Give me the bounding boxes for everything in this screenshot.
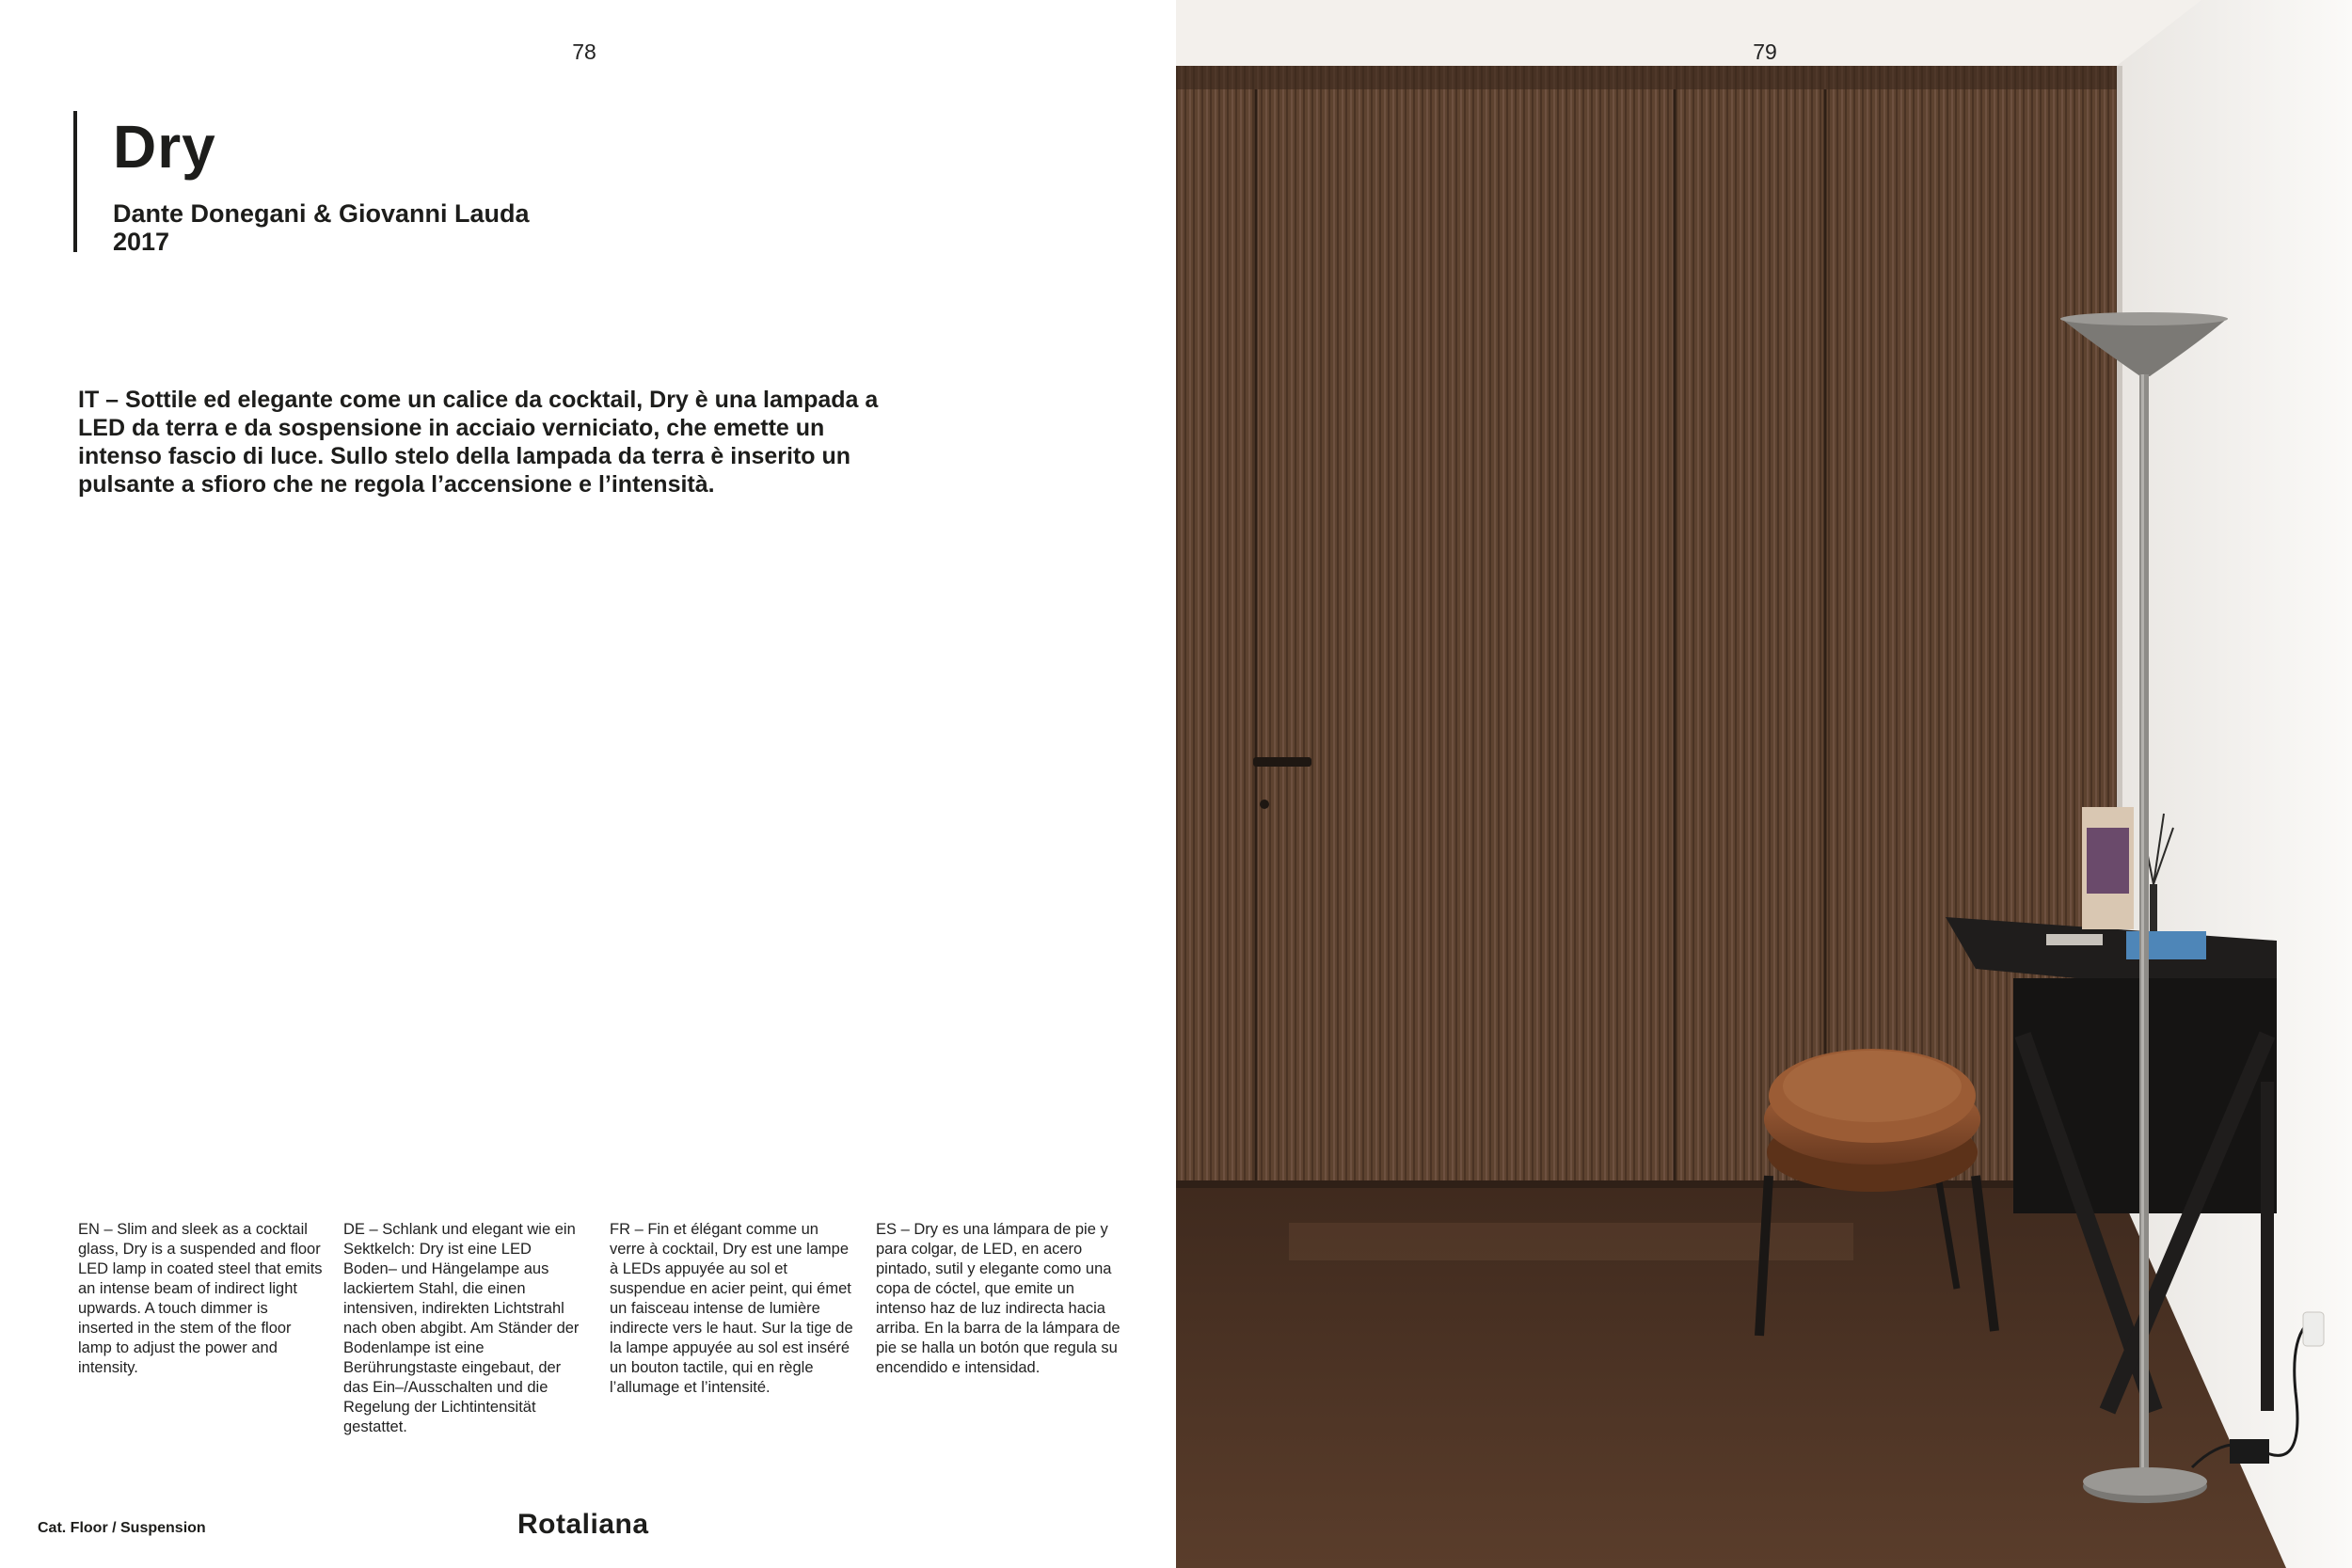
door-handle: [1253, 757, 1311, 767]
right-page-number: 79: [1753, 40, 1777, 64]
notebook: [2046, 934, 2103, 945]
brand-logo: Rotaliana: [517, 1509, 649, 1540]
wall-socket: [2303, 1312, 2324, 1346]
description-es: ES – Dry es una lámpara de pie y para colgar, de LED, en acero pintado, sutil y elegante como una copa de cóctel, que emite un intenso haz de luz indirecta hacia arriba. En la barra de la lámpara de pie se halla un botón que regula su encendido e intensidad.: [876, 1221, 1120, 1376]
power-adapter: [2230, 1439, 2269, 1464]
product-year: 2017: [113, 228, 170, 256]
footer-category: Cat. Floor / Suspension: [38, 1520, 206, 1536]
left-page-number: 78: [572, 40, 596, 64]
description-de: DE – Schlank und elegant wie ein Sektkelch: Dry ist eine LED Boden– und Hängelampe aus lackiertem Stahl, die einen intensiven, indirekten Lichtstrahl nach oben abgibt. Am Ständer der Bodenlampe ist eine Berührungstaste eingebaut, der das Ein–/Ausschalten und die Regelung der Lichtintensität gestattet.: [343, 1221, 580, 1435]
title-block: [73, 111, 530, 256]
description-fr: FR – Fin et élégant comme un verre à cocktail, Dry est une lampe à LEDs appuyée au sol et suspendue en acier peint, qui émet un faisceau intense de lumière indirecte vers le haut. Sur la tige de la lampe appuyée au sol est inséré un bouton tactile, qui en règle l’allumage et l’intensité.: [610, 1221, 853, 1396]
book-stack: [2126, 931, 2206, 959]
product-title: Dry: [113, 113, 216, 181]
description-en: EN – Slim and sleek as a cocktail glass, Dry is a suspended and floor LED lamp in coated steel that emits an intense beam of indirect light upwards. A touch dimmer is inserted in the stem of the floor lamp to adjust the power and intensity.: [78, 1221, 323, 1376]
door-lock: [1260, 800, 1269, 809]
interior-photo-illustration: [1176, 0, 2352, 1568]
product-designers: Dante Donegani & Giovanni Lauda: [113, 199, 530, 228]
fluted-wood-wall: [1176, 66, 2117, 1185]
intro-italian: IT – Sottile ed elegante come un calice da cocktail, Dry è una lampada a LED da terra e da sospensione in acciaio verniciato, che emette un intenso fascio di luce. Sullo stelo della lampada da terra è inserito un pulsante a sfioro che ne regola l’accensione e l’intensità.: [78, 387, 879, 498]
interior-photo: [1176, 0, 2352, 1568]
